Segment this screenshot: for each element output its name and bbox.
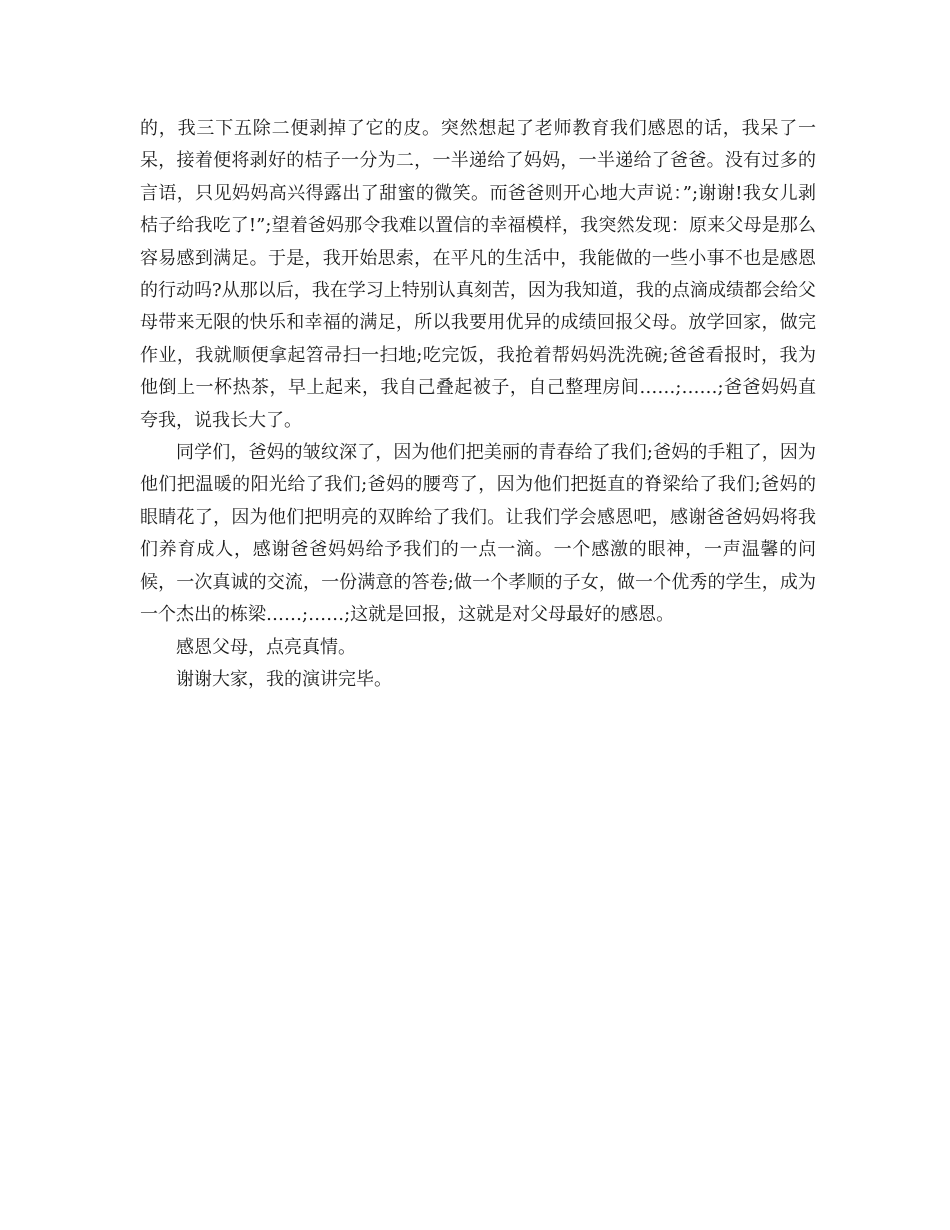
paragraph-1: 的，我三下五除二便剥掉了它的皮。突然想起了老师教育我们感恩的话，我呆了一呆，接着便将剥好的桔子一分为二，一半递给了妈妈，一半递给了爸爸。没有过多的言语，只见妈妈高兴得露出了甜蜜的微笑。而爸爸则开心地大声说：”;谢谢!我女儿剥桔子给我吃了!”;望着爸妈那令我难以置信的幸福模样，我突然发现：原来父母是那么容易感到满足。于是，我开始思索，在平凡的生活中，我能做的一些小事不也是感恩的行动吗?从那以后，我在学习上特别认真刻苦，因为我知道，我的点滴成绩都会给父母带来无限的快乐和幸福的满足，所以我要用优异的成绩回报父母。放学回家，做完作业，我就顺便拿起笤帚扫一扫地;吃完饭，我抢着帮妈妈洗洗碗;爸爸看报时，我为他倒上一杯热茶，早上起来，我自己叠起被子，自己整理房间……;……;爸爸妈妈直夸我，说我长大了。 — [140, 118, 816, 431]
paragraph-4: 谢谢大家，我的演讲完毕。 — [176, 668, 392, 690]
paragraph-3: 感恩父母，点亮真情。 — [176, 636, 356, 658]
paragraph-2: 同学们，爸妈的皱纹深了，因为他们把美丽的青春给了我们;爸妈的手粗了，因为他们把温暖的阳光给了我们;爸妈的腰弯了，因为他们把挺直的脊梁给了我们;爸妈的眼睛花了，因为他们把明亮的双眸给了我们。让我们学会感恩吧，感谢爸爸妈妈将我们养育成人，感谢爸爸妈妈给予我们的一点一滴。一个感激的眼神，一声温馨的问候，一次真诚的交流，一份满意的答卷;做一个孝顺的子女，做一个优秀的学生，成为一个杰出的栋梁……;……;这就是回报，这就是对父母最好的感恩。 — [140, 442, 816, 626]
document-body — [140, 113, 816, 696]
